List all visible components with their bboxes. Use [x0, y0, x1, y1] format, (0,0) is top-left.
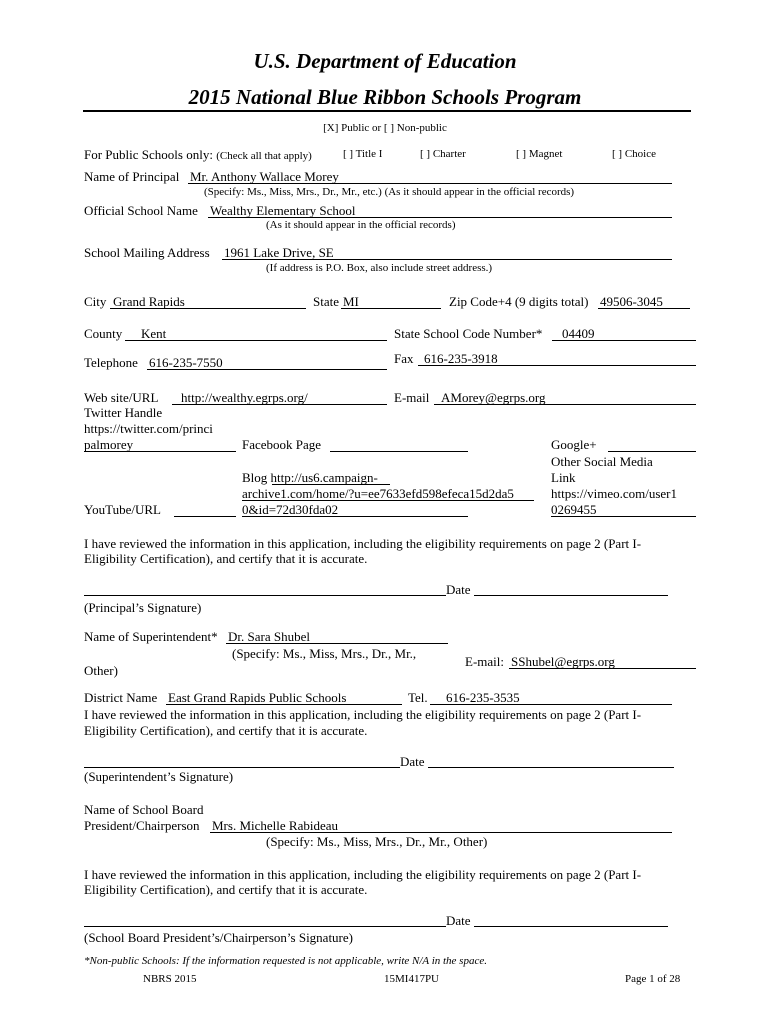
youtube-field[interactable] — [174, 516, 236, 517]
certification-text-1: I have reviewed the information in this application, including the eligibility requirements on page 2 (Part I- — [84, 536, 642, 551]
zip-field[interactable]: 49506-3045 — [600, 294, 663, 309]
mailing-label: School Mailing Address — [84, 245, 210, 260]
school-name-label: Official School Name — [84, 203, 198, 218]
state-label: State — [313, 294, 339, 309]
board-signature-line[interactable] — [84, 926, 446, 927]
superintendent-date-label: Date — [400, 754, 425, 769]
district-label: District Name — [84, 690, 158, 705]
superintendent-note-1: (Specify: Ms., Miss, Mrs., Dr., Mr., — [232, 646, 417, 661]
mailing-note: (If address is P.O. Box, also include street address.) — [266, 262, 493, 274]
principal-signature-label: (Principal’s Signature) — [84, 600, 202, 615]
blog-underline-1 — [272, 484, 390, 485]
superintendent-email-label: E-mail: — [465, 654, 504, 669]
district-underline — [166, 704, 402, 705]
blog-field-line1[interactable]: http://us6.campaign- — [270, 470, 378, 485]
title-rule — [83, 110, 691, 112]
website-label: Web site/URL — [84, 390, 159, 405]
principal-signature-line[interactable] — [84, 595, 446, 596]
board-date-label: Date — [446, 913, 471, 928]
principal-date-label: Date — [446, 582, 471, 597]
fax-field[interactable]: 616-235-3918 — [424, 351, 498, 366]
footer-left: NBRS 2015 — [143, 973, 197, 985]
title-i-checkbox[interactable]: [ ] Title I — [343, 148, 383, 160]
check-instruction: (Check all that apply) — [216, 150, 312, 162]
city-underline — [110, 308, 306, 309]
superintendent-signature-line[interactable] — [84, 767, 400, 768]
county-label: County — [84, 326, 123, 341]
zip-underline — [598, 308, 690, 309]
telephone-field[interactable]: 616-235-7550 — [149, 355, 223, 370]
board-underline — [210, 832, 672, 833]
other-social-field-line2[interactable]: 0269455 — [551, 502, 597, 517]
blog-underline-2 — [242, 500, 534, 501]
board-label-1: Name of School Board — [84, 802, 204, 817]
twitter-label: Twitter Handle — [84, 405, 163, 420]
website-underline — [172, 404, 387, 405]
state-underline — [341, 308, 441, 309]
city-label: City — [84, 294, 107, 309]
county-field[interactable]: Kent — [141, 326, 167, 341]
superintendent-signature-label: (Superintendent’s Signature) — [84, 769, 234, 784]
zip-label: Zip Code+4 (9 digits total) — [449, 294, 589, 309]
public-choice[interactable]: [X] Public or [ ] Non-public — [323, 122, 447, 134]
superintendent-email-field[interactable]: SShubel@egrps.org — [511, 654, 615, 669]
facebook-label: Facebook Page — [242, 437, 322, 452]
board-note: (Specify: Ms., Miss, Mrs., Dr., Mr., Other) — [266, 834, 488, 849]
county-underline — [125, 340, 387, 341]
principal-date-field[interactable] — [474, 595, 668, 596]
website-field[interactable]: http://wealthy.egrps.org/ — [181, 390, 308, 405]
school-name-note: (As it should appear in the official records) — [266, 219, 456, 231]
superintendent-field[interactable]: Dr. Sara Shubel — [228, 629, 310, 644]
twitter-field-line2[interactable]: palmorey — [84, 437, 134, 452]
principal-label: Name of Principal — [84, 169, 180, 184]
school-code-field[interactable]: 04409 — [562, 326, 595, 341]
superintendent-note-2: Other) — [84, 663, 118, 678]
mailing-underline — [222, 259, 672, 260]
board-signature-label: (School Board President’s/Chairperson’s Signature) — [84, 930, 353, 945]
google-label: Google+ — [551, 437, 597, 452]
blog-field-line2[interactable]: archive1.com/home/?u=ee7633efd598efeca15d2da5 — [242, 486, 514, 501]
superintendent-date-field[interactable] — [428, 767, 674, 768]
blog-field-line3[interactable]: 0&id=72d30fda02 — [242, 502, 339, 517]
other-social-label-line2: Link — [551, 470, 576, 485]
footer-center: 15MI417PU — [384, 973, 440, 985]
public-schools-label: For Public Schools only: — [84, 147, 213, 162]
blog-label: Blog — [242, 470, 268, 485]
city-field[interactable]: Grand Rapids — [113, 294, 185, 309]
state-field[interactable]: MI — [343, 294, 359, 309]
blog-row — [242, 470, 378, 485]
school-code-underline — [552, 340, 696, 341]
page-title: U.S. Department of Education — [253, 49, 517, 73]
school-code-label: State School Code Number* — [394, 326, 543, 341]
facebook-field[interactable] — [330, 451, 468, 452]
fax-label: Fax — [394, 351, 414, 366]
fax-underline — [418, 365, 696, 366]
board-cert-text-2: Eligibility Certification), and certify that it is accurate. — [84, 882, 368, 897]
district-tel-label: Tel. — [408, 690, 428, 705]
district-tel-field[interactable]: 616-235-3535 — [446, 690, 520, 705]
school-name-underline — [208, 217, 672, 218]
superintendent-cert-text-2: Eligibility Certification), and certify that it is accurate. — [84, 723, 368, 738]
footer-note: *Non-public Schools: If the information requested is not applicable, write N/A in the space. — [84, 955, 487, 967]
email-underline — [434, 404, 696, 405]
board-cert-text-1: I have reviewed the information in this application, including the eligibility requirements on page 2 (Part I- — [84, 867, 642, 882]
certification-text-2: Eligibility Certification), and certify that it is accurate. — [84, 551, 368, 566]
school-name-field[interactable]: Wealthy Elementary School — [210, 203, 356, 218]
program-title: 2015 National Blue Ribbon Schools Program — [188, 85, 582, 109]
telephone-label: Telephone — [84, 355, 138, 370]
blog-underline-3 — [242, 516, 468, 517]
district-tel-underline — [430, 704, 672, 705]
district-field[interactable]: East Grand Rapids Public Schools — [168, 690, 347, 705]
other-social-field-line1[interactable]: https://vimeo.com/user1 — [551, 486, 678, 501]
mailing-field[interactable]: 1961 Lake Drive, SE — [224, 245, 334, 260]
page-number: Page 1 of 28 — [625, 973, 681, 985]
twitter-underline — [84, 451, 236, 452]
telephone-underline — [147, 369, 387, 370]
superintendent-email-underline — [509, 668, 696, 669]
superintendent-underline — [226, 643, 448, 644]
youtube-label: YouTube/URL — [84, 502, 161, 517]
google-field[interactable] — [608, 451, 696, 452]
twitter-field-line1[interactable]: https://twitter.com/princi — [84, 421, 213, 436]
public-schools-row — [84, 147, 312, 163]
principal-note: (Specify: Ms., Miss, Mrs., Dr., Mr., etc.) (As it should appear in the official records) — [204, 186, 575, 198]
superintendent-label: Name of Superintendent* — [84, 629, 218, 644]
principal-underline — [188, 183, 672, 184]
other-social-label-line1: Other Social Media — [551, 454, 653, 469]
charter-checkbox[interactable]: [ ] Charter — [420, 148, 466, 160]
magnet-checkbox[interactable]: [ ] Magnet — [516, 148, 563, 160]
superintendent-cert-text-1: I have reviewed the information in this application, including the eligibility requirements on page 2 (Part I- — [84, 707, 642, 722]
board-label-2: President/Chairperson — [84, 818, 200, 833]
principal-field[interactable]: Mr. Anthony Wallace Morey — [190, 169, 339, 184]
board-date-field[interactable] — [474, 926, 668, 927]
choice-checkbox[interactable]: [ ] Choice — [612, 148, 656, 160]
board-field[interactable]: Mrs. Michelle Rabideau — [212, 818, 338, 833]
email-label: E-mail — [394, 390, 430, 405]
other-social-underline — [551, 516, 696, 517]
email-field[interactable]: AMorey@egrps.org — [441, 390, 546, 405]
